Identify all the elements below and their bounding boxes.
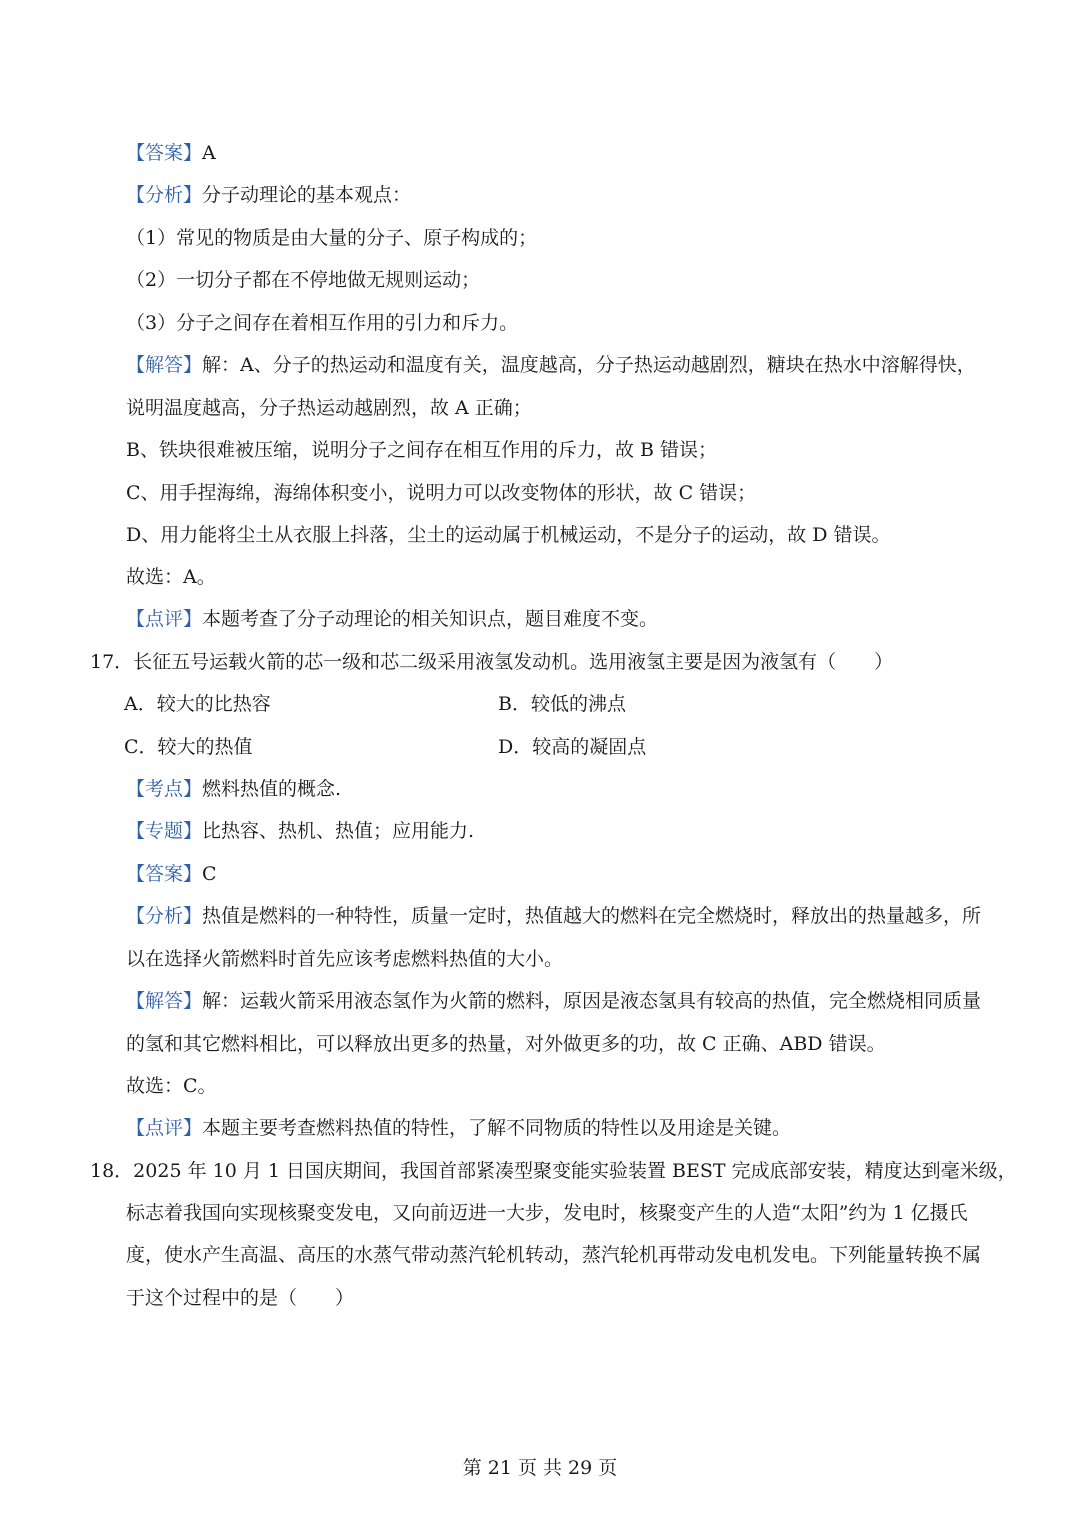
answer-tag: 【答案】: [126, 142, 203, 164]
kaodian-tag: 【考点】: [126, 778, 203, 800]
q16-solution-line: 说明温度越高，分子热运动越剧烈，故 A 正确；: [126, 397, 532, 419]
analysis-text: 分子动理论的基本观点：: [202, 184, 412, 206]
q16-solution-line: D、用力能将尘土从衣服上抖落，尘土的运动属于机械运动，不是分子的运动，故 D 错误。: [126, 524, 891, 546]
solution-text: 解：A、分子的热运动和温度有关，温度越高，分子热运动越剧烈，糖块在热水中溶解得快，: [202, 354, 976, 376]
zhuanti-text: 比热容、热机、热值；应用能力.: [202, 820, 475, 842]
q17-option-a: A．较大的比热容: [124, 693, 271, 715]
q16-point-1: （1）常见的物质是由大量的分子、原子构成的；: [126, 227, 538, 249]
solution-tag: 【解答】: [126, 990, 203, 1012]
answer-text: C: [202, 863, 217, 885]
q16-solution-line: C、用手捏海绵，海绵体积变小，说明力可以改变物体的形状，故 C 错误；: [126, 482, 757, 504]
comment-text: 本题考查了分子动理论的相关知识点，题目难度不变。: [202, 608, 659, 630]
q16-analysis: [126, 181, 411, 209]
q17-comment: [126, 1114, 791, 1142]
q17-answer: [126, 860, 217, 888]
q17-zhuanti: [126, 817, 474, 845]
q17-stem: 17．长征五号运载火箭的芯一级和芯二级采用液氢发动机。选用液氢主要是因为液氢有（ ）: [90, 651, 894, 673]
comment-tag: 【点评】: [126, 608, 203, 630]
q18-stem-line: 18．2025 年 10 月 1 日国庆期间，我国首部紧凑型聚变能实验装置 BEST 完成底部安装，精度达到毫米级，: [90, 1160, 1017, 1182]
page-number: 第 21 页 共 29 页: [462, 1457, 618, 1479]
comment-text: 本题主要考查燃料热值的特性，了解不同物质的特性以及用途是关键。: [202, 1117, 792, 1139]
q17-analysis-line2: 以在选择火箭燃料时首先应该考虑燃料热值的大小。: [126, 948, 564, 970]
analysis-text: 热值是燃料的一种特性，质量一定时，热值越大的燃料在完全燃烧时，释放出的热量越多，所: [202, 905, 982, 927]
kaodian-text: 燃料热值的概念.: [202, 778, 342, 800]
q16-choice: 故选：A。: [126, 566, 216, 588]
analysis-tag: 【分析】: [126, 184, 203, 206]
q17-choice: 故选：C。: [126, 1075, 217, 1097]
q17-analysis: [126, 902, 981, 930]
q16-solution: [126, 351, 976, 379]
q17-option-d: D．较高的凝固点: [498, 736, 647, 758]
answer-tag: 【答案】: [126, 863, 203, 885]
solution-tag: 【解答】: [126, 354, 203, 376]
q17-kaodian: [126, 775, 341, 803]
q17-solution: [126, 987, 981, 1015]
q17-solution-line: 的氢和其它燃料相比，可以释放出更多的热量，对外做更多的功，故 C 正确、ABD 错误。: [126, 1033, 886, 1055]
zhuanti-tag: 【专题】: [126, 820, 203, 842]
comment-tag: 【点评】: [126, 1117, 203, 1139]
q16-comment: [126, 605, 658, 633]
q17-option-b: B．较低的沸点: [498, 693, 626, 715]
q18-stem-line: 标志着我国向实现核聚变发电，又向前迈进一大步，发电时，核聚变产生的人造“太阳”约为 1 亿摄氏: [126, 1202, 968, 1224]
analysis-tag: 【分析】: [126, 905, 203, 927]
solution-text: 解：运载火箭采用液态氢作为火箭的燃料，原因是液态氢具有较高的热值，完全燃烧相同质量: [202, 990, 982, 1012]
q16-answer: [126, 139, 216, 167]
q16-point-2: （2）一切分子都在不停地做无规则运动；: [126, 269, 481, 291]
q16-solution-line: B、铁块很难被压缩，说明分子之间存在相互作用的斥力，故 B 错误；: [126, 439, 718, 461]
q18-stem-line: 度，使水产生高温、高压的水蒸气带动蒸汽轮机转动，蒸汽轮机再带动发电机发电。下列能量转换不属: [126, 1244, 982, 1266]
answer-text: A: [202, 142, 216, 164]
q17-option-c: C．较大的热值: [124, 736, 253, 758]
q18-stem-line: 于这个过程中的是（ ）: [126, 1287, 355, 1309]
q16-point-3: （3）分子之间存在着相互作用的引力和斥力。: [126, 312, 519, 334]
